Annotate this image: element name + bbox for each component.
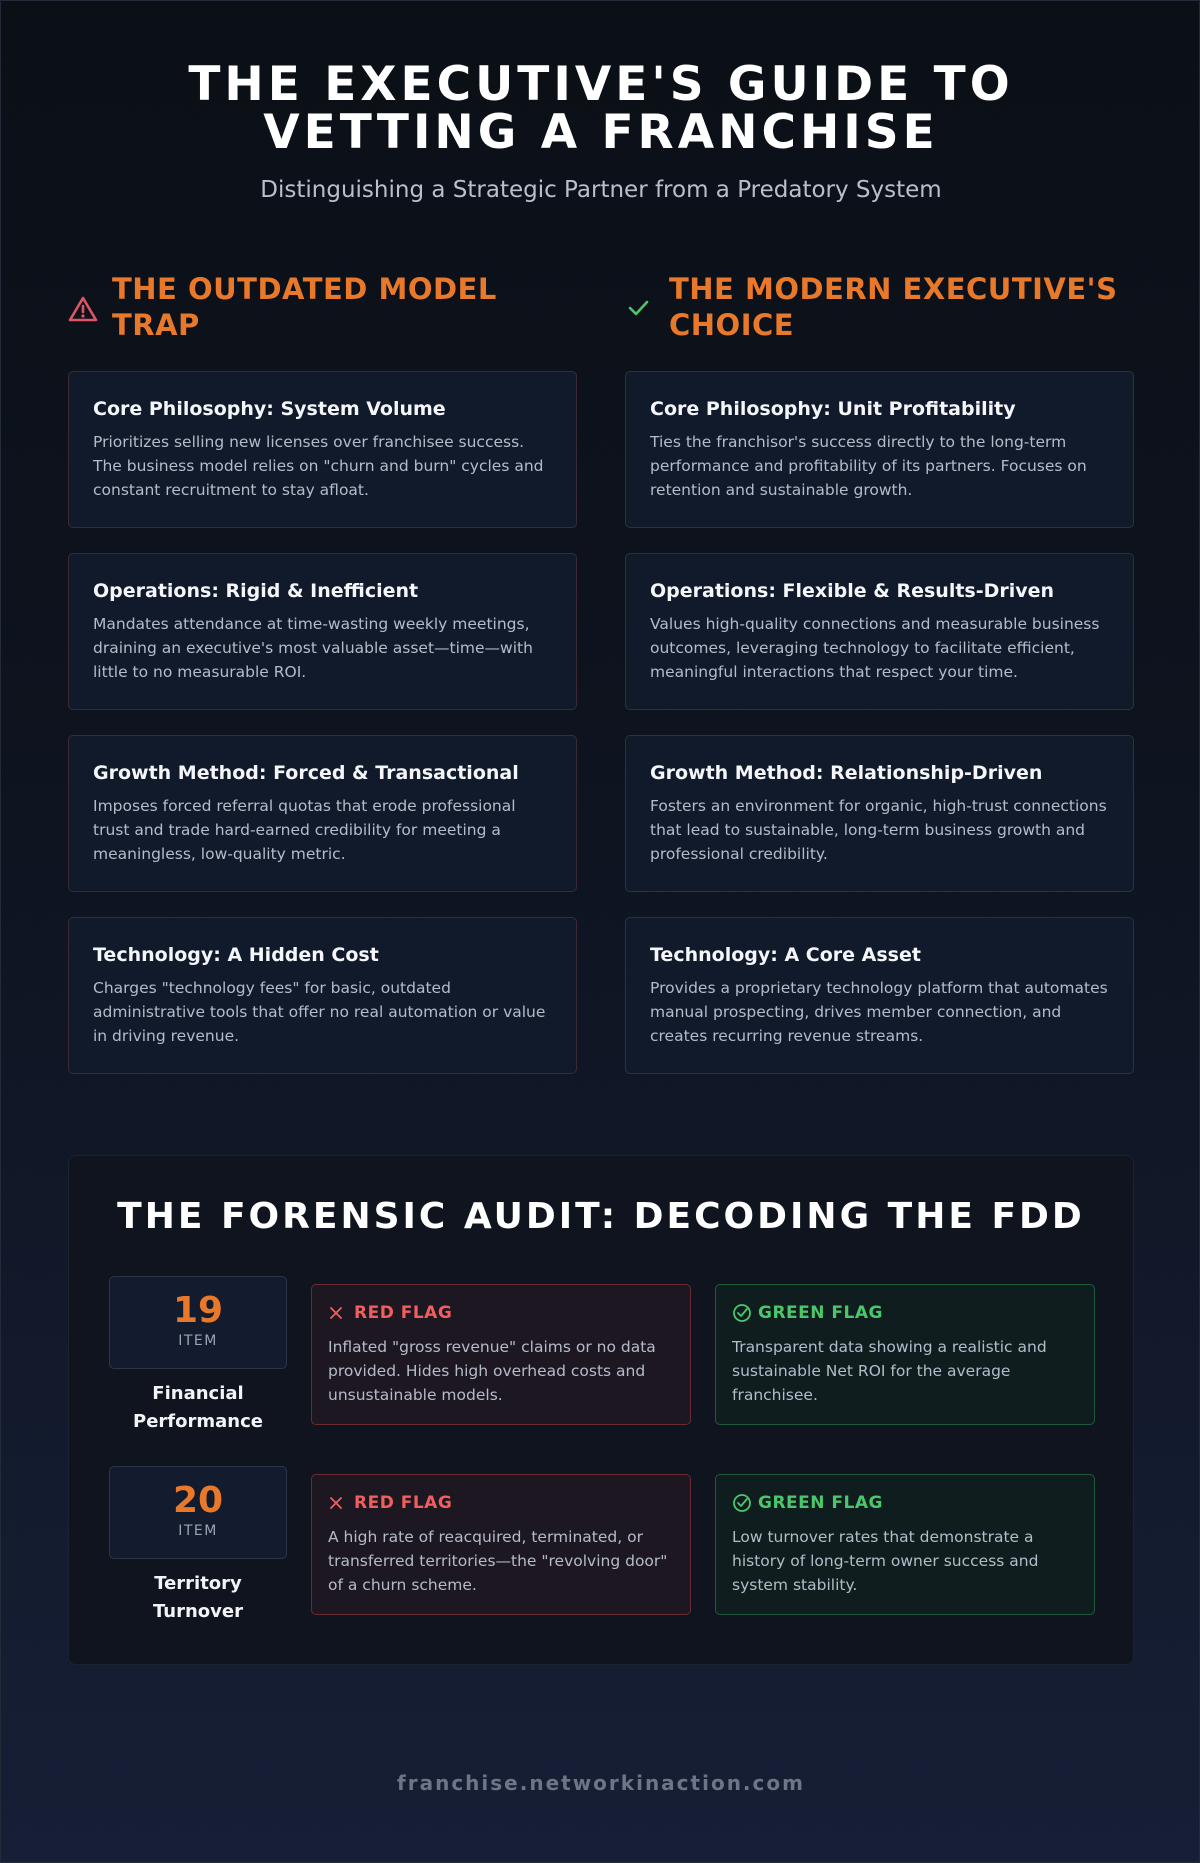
red-flag-header bbox=[328, 1303, 674, 1323]
green-flag-header bbox=[732, 1303, 1078, 1323]
check-circle-icon bbox=[732, 1493, 758, 1513]
card-text: Charges "technology fees" for basic, outdated administrative tools that offer no real automation or value in driving revenue. bbox=[93, 979, 546, 1045]
card-text: Values high-quality connections and measurable business outcomes, leveraging technology to facilitate efficient, meaningful interactions that respect your time. bbox=[650, 615, 1100, 681]
outdated-model-header bbox=[68, 271, 577, 371]
outdated-card-operations bbox=[68, 553, 577, 710]
item-name: Territory Turnover bbox=[153, 1573, 243, 1622]
forensic-audit-panel bbox=[68, 1155, 1134, 1665]
red-flag-card bbox=[311, 1284, 691, 1425]
green-flag-text: Low turnover rates that demonstrate a history of long-term owner success and system stability. bbox=[732, 1528, 1039, 1594]
red-flag-label: RED FLAG bbox=[354, 1303, 453, 1323]
page-title: THE EXECUTIVE'S GUIDE TO VETTING A FRANCHISE bbox=[188, 57, 1014, 160]
red-flag-header bbox=[328, 1493, 674, 1513]
modern-card-growth bbox=[625, 735, 1134, 892]
card-text: Provides a proprietary technology platform that automates manual prospecting, drives member connection, and creates recurring revenue streams. bbox=[650, 979, 1108, 1045]
card-title: Growth Method: Relationship-Driven bbox=[650, 762, 1043, 784]
green-flag-card bbox=[715, 1474, 1095, 1615]
outdated-card-technology bbox=[68, 917, 577, 1074]
card-title: Core Philosophy: System Volume bbox=[93, 398, 446, 420]
modern-choice-heading: THE MODERN EXECUTIVE'S CHOICE bbox=[669, 272, 1118, 342]
item-label: ITEM bbox=[178, 1333, 218, 1349]
green-flag-label: GREEN FLAG bbox=[758, 1303, 883, 1323]
item-number: 20 bbox=[172, 1480, 224, 1521]
audit-row-item-19 bbox=[109, 1276, 1095, 1436]
red-flag-card bbox=[311, 1474, 691, 1615]
red-flag-label: RED FLAG bbox=[354, 1493, 453, 1513]
green-flag-header bbox=[732, 1493, 1078, 1513]
card-text: Mandates attendance at time-wasting weekly meetings, draining an executive's most valuable asset—time—with little to no measurable ROI. bbox=[93, 615, 533, 681]
warning-icon bbox=[68, 271, 112, 327]
audit-row-item-20 bbox=[109, 1466, 1095, 1626]
x-icon bbox=[328, 1495, 354, 1511]
green-flag-label: GREEN FLAG bbox=[758, 1493, 883, 1513]
card-title: Technology: A Core Asset bbox=[650, 944, 921, 966]
outdated-card-growth bbox=[68, 735, 577, 892]
card-text: Prioritizes selling new licenses over franchisee success. The business model relies on "churn and burn" cycles and constant recruitment to stay afloat. bbox=[93, 433, 544, 499]
red-flag-text: Inflated "gross revenue" claims or no data provided. Hides high overhead costs and unsustainable models. bbox=[328, 1338, 656, 1404]
green-flag-card bbox=[715, 1284, 1095, 1425]
outdated-model-heading: THE OUTDATED MODEL TRAP bbox=[112, 272, 497, 342]
card-title: Operations: Flexible & Results-Driven bbox=[650, 580, 1055, 602]
card-title: Operations: Rigid & Inefficient bbox=[93, 580, 419, 602]
card-text: Fosters an environment for organic, high-trust connections that lead to sustainable, long-term business growth and professional credibility. bbox=[650, 797, 1107, 863]
audit-heading: THE FORENSIC AUDIT: DECODING THE FDD bbox=[117, 1196, 1085, 1237]
green-flag-text: Transparent data showing a realistic and sustainable Net ROI for the average franchisee. bbox=[732, 1338, 1047, 1404]
card-title: Core Philosophy: Unit Profitability bbox=[650, 398, 1016, 420]
outdated-model-column bbox=[68, 271, 577, 1099]
modern-card-philosophy bbox=[625, 371, 1134, 528]
item-label: ITEM bbox=[178, 1523, 218, 1539]
check-circle-icon bbox=[732, 1303, 758, 1323]
item-badge bbox=[109, 1276, 287, 1369]
modern-choice-column bbox=[625, 271, 1134, 1099]
footer-url[interactable]: franchise.networkinaction.com bbox=[397, 1771, 805, 1795]
x-icon bbox=[328, 1305, 354, 1321]
card-text: Ties the franchisor's success directly to the long-term performance and profitability of its partners. Focuses on retention and sustainable growth. bbox=[650, 433, 1087, 499]
modern-card-technology bbox=[625, 917, 1134, 1074]
card-title: Growth Method: Forced & Transactional bbox=[93, 762, 519, 784]
card-title: Technology: A Hidden Cost bbox=[93, 944, 379, 966]
modern-card-operations bbox=[625, 553, 1134, 710]
outdated-card-philosophy bbox=[68, 371, 577, 528]
modern-choice-header bbox=[625, 271, 1134, 371]
page-subtitle: Distinguishing a Strategic Partner from a Predatory System bbox=[260, 177, 942, 203]
card-text: Imposes forced referral quotas that erode professional trust and trade hard-earned credibility for meeting a meaningless, low-quality metric. bbox=[93, 797, 516, 863]
item-name: Financial Performance bbox=[133, 1383, 263, 1432]
header bbox=[1, 57, 1200, 203]
item-number: 19 bbox=[172, 1290, 224, 1331]
check-icon bbox=[625, 271, 669, 325]
item-badge bbox=[109, 1466, 287, 1559]
red-flag-text: A high rate of reacquired, terminated, or transferred territories—the "revolving door" of a churn scheme. bbox=[328, 1528, 668, 1594]
